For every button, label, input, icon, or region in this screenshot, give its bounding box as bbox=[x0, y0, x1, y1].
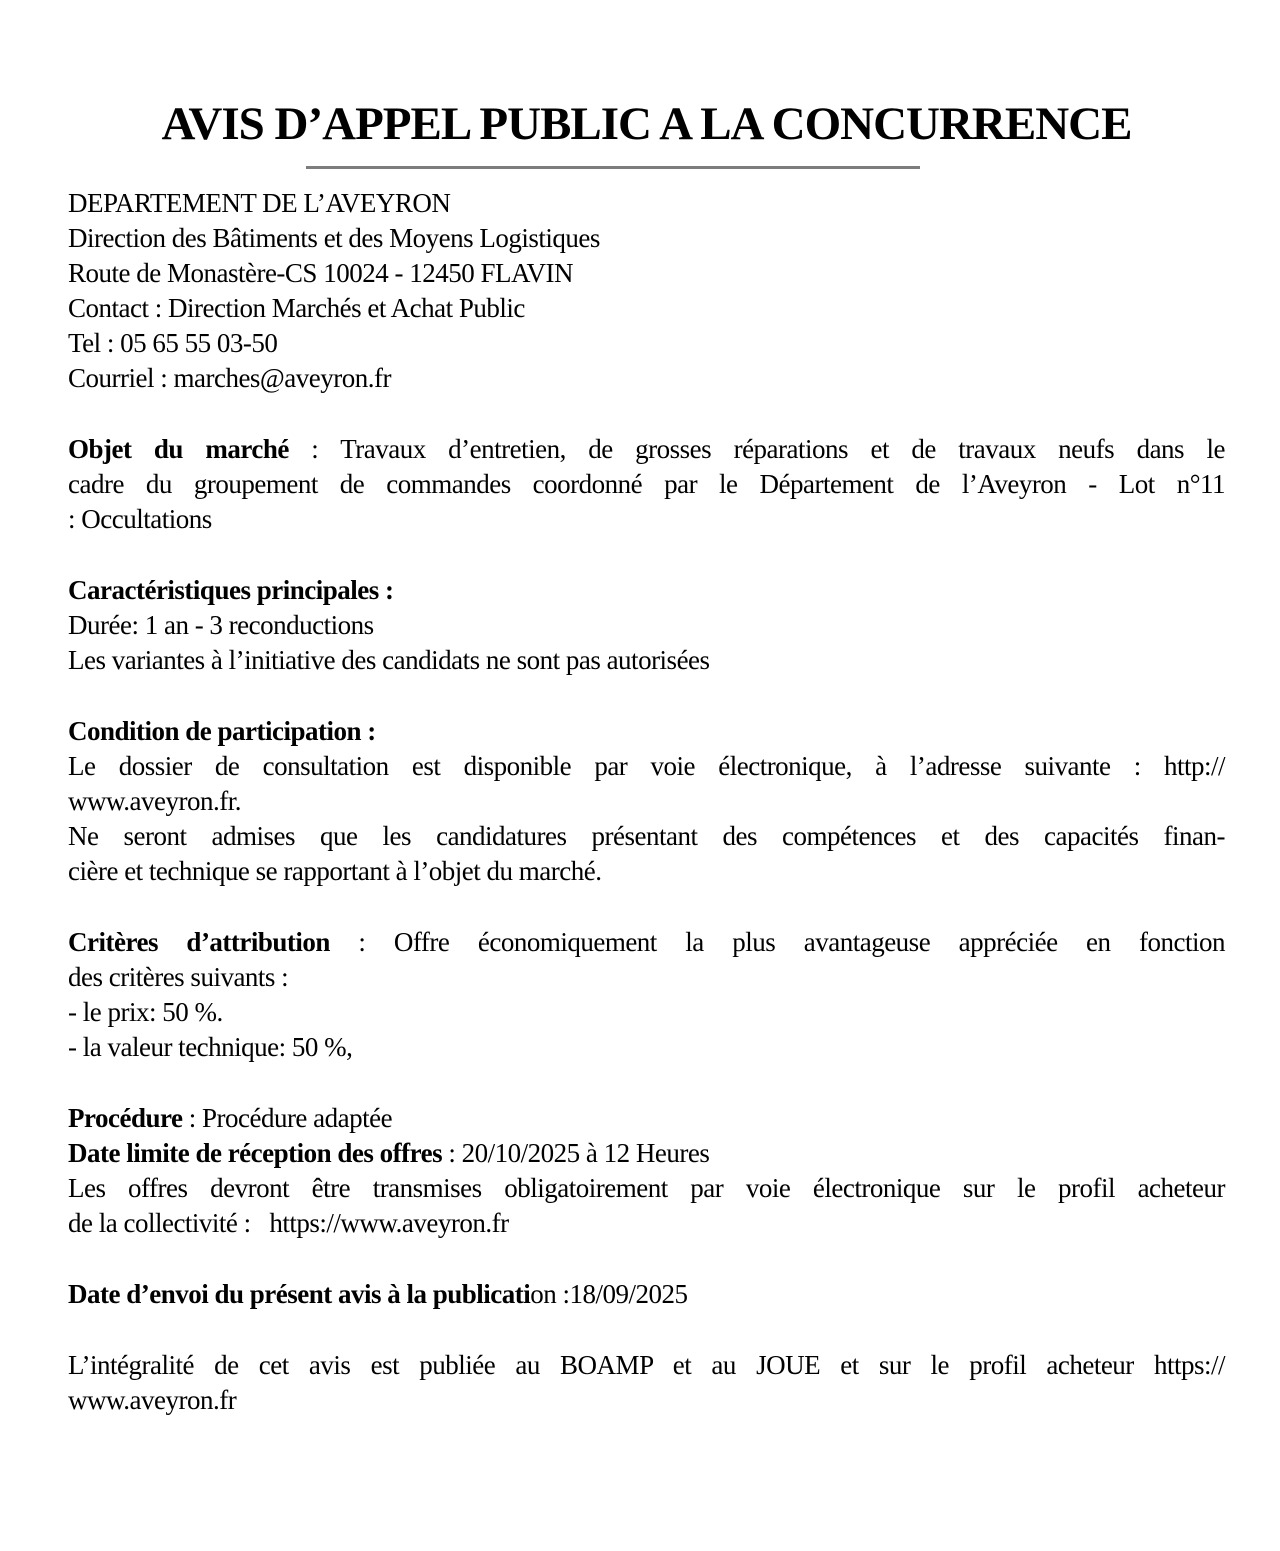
phone-line: Tel : 05 65 55 03-50 bbox=[68, 328, 278, 358]
transmission-line-1: Les offres devront être transmises obligatoirement par voie électronique sur le profil acheteur bbox=[68, 1173, 1225, 1203]
objet-line-3: : Occultations bbox=[68, 504, 212, 534]
criteres-line-1 bbox=[68, 925, 1225, 960]
procedure-line bbox=[68, 1101, 1225, 1136]
condition-line-3: Ne seront admises que les candidatures présentant des compétences et des capacités finan- bbox=[68, 821, 1225, 851]
condition-heading: Condition de participation : bbox=[68, 716, 376, 746]
section-publication bbox=[68, 1348, 1225, 1418]
criteres-text-1: : Offre économiquement la plus avantageuse appréciée en fonction bbox=[329, 927, 1225, 957]
date-envoi-value: on :18/09/2025 bbox=[530, 1279, 688, 1309]
criteres-line-2: des critères suivants : bbox=[68, 962, 289, 992]
date-envoi-line bbox=[68, 1277, 1225, 1312]
objet-text-1: : Travaux d’entretien, de grosses réparations et de travaux neufs dans le bbox=[288, 434, 1225, 464]
document-title: AVIS D’APPEL PUBLIC A LA CONCURRENCE bbox=[161, 98, 1132, 150]
publication-line-2: www.aveyron.fr bbox=[68, 1385, 237, 1415]
date-limite-label: Date limite de réception des offres bbox=[68, 1138, 443, 1168]
procedure-value: : Procédure adaptée bbox=[182, 1103, 393, 1133]
section-objet bbox=[68, 432, 1225, 537]
procedure-label: Procédure bbox=[68, 1103, 183, 1133]
email-line: Courriel : marches@aveyron.fr bbox=[68, 363, 391, 393]
section-procedure bbox=[68, 1101, 1225, 1241]
postal-address: Route de Monastère-CS 10024 - 12450 FLAVIN bbox=[68, 258, 573, 288]
section-criteres bbox=[68, 925, 1225, 1065]
organization-name: DEPARTEMENT DE L’AVEYRON bbox=[68, 188, 451, 218]
publication-line-1: L’intégralité de cet avis est publiée au BOAMP et au JOUE et sur le profil acheteur https:// bbox=[68, 1350, 1225, 1380]
critere-valeur-technique: - la valeur technique: 50 %, bbox=[68, 1032, 353, 1062]
condition-line-4: cière et technique se rapportant à l’objet du marché. bbox=[68, 856, 602, 886]
section-caracteristiques bbox=[68, 573, 1225, 678]
date-limite-line bbox=[68, 1136, 1225, 1171]
section-condition bbox=[68, 714, 1225, 889]
condition-line-1: Le dossier de consultation est disponible par voie électronique, à l’adresse suivante : http:// bbox=[68, 751, 1225, 781]
date-limite-value: : 20/10/2025 à 12 Heures bbox=[442, 1138, 710, 1168]
date-envoi-label: Date d’envoi du présent avis à la publicati bbox=[68, 1279, 531, 1309]
variantes-line: Les variantes à l’initiative des candidats ne sont pas autorisées bbox=[68, 645, 710, 675]
transmission-line-2: de la collectivité : https://www.aveyron.fr bbox=[68, 1208, 509, 1238]
critere-prix: - le prix: 50 %. bbox=[68, 997, 223, 1027]
section-date-envoi bbox=[68, 1277, 1225, 1312]
objet-label: Objet du marché bbox=[68, 434, 289, 464]
buyer-address-block bbox=[68, 186, 1225, 396]
condition-line-2: www.aveyron.fr. bbox=[68, 786, 241, 816]
duree-line: Durée: 1 an - 3 reconductions bbox=[68, 610, 374, 640]
direction-name: Direction des Bâtiments et des Moyens Logistiques bbox=[68, 223, 600, 253]
objet-line-1 bbox=[68, 432, 1225, 467]
criteres-label: Critères d’attribution bbox=[68, 927, 330, 957]
contact-line: Contact : Direction Marchés et Achat Public bbox=[68, 293, 525, 323]
title-underline bbox=[306, 166, 920, 169]
objet-line-2: cadre du groupement de commandes coordonné par le Département de l’Aveyron - Lot n°11 bbox=[68, 469, 1225, 499]
caracteristiques-heading: Caractéristiques principales : bbox=[68, 575, 394, 605]
